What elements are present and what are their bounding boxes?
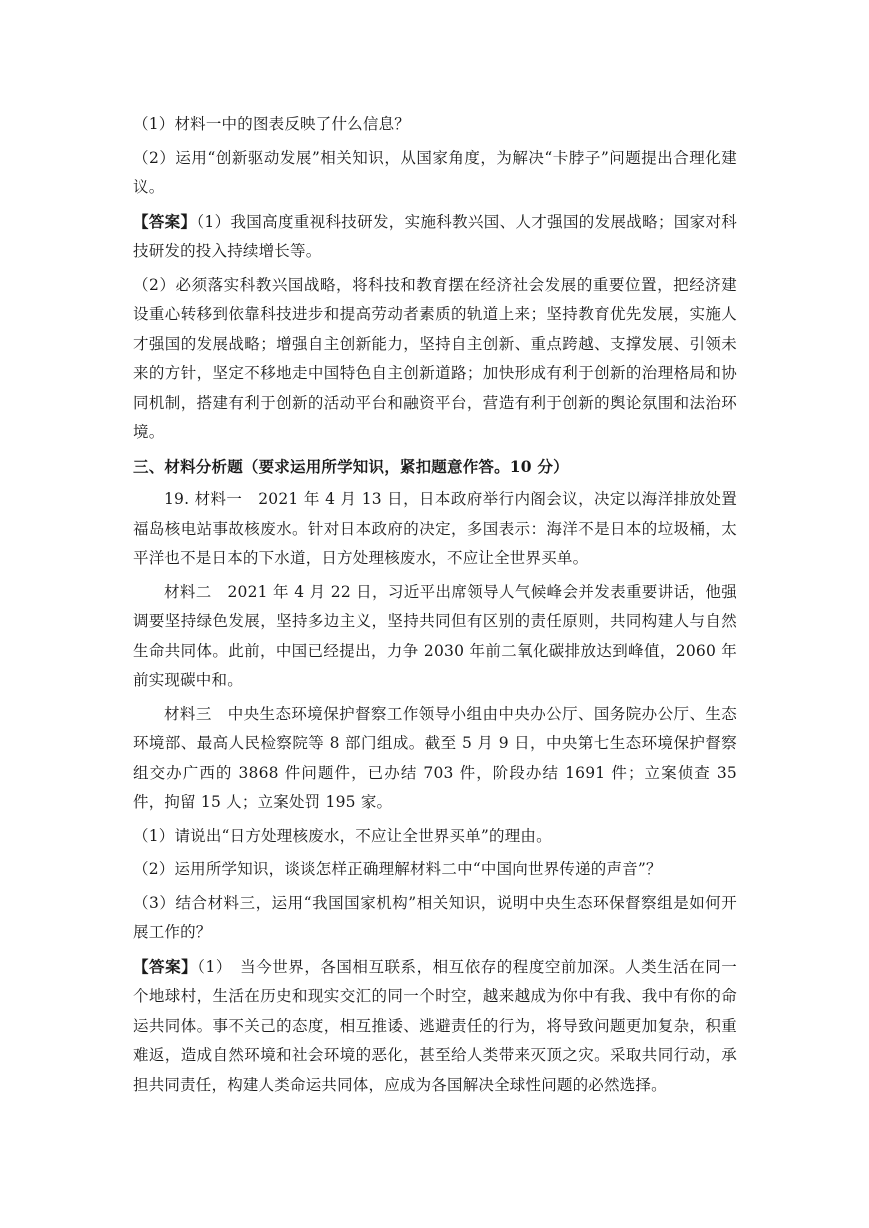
answer-1-part-2: （2）必须落实科教兴国战略，将科技和教育摆在经济社会发展的重要位置，把经济建设重心转移到依靠科技进步和提高劳动者素质的轨道上来；坚持教育优先发展，实施人才强国的发展战略；增强自主创新能力，坚持自主创新、重点跨越、支撑发展、引领未来的方针，坚定不移地走中国特色自主创新道路；加快形成有利于创新的治理格局和协同机制，搭建有利于创新的活动平台和融资平台，营造有利于创新的舆论氛围和法治环境。 bbox=[133, 275, 737, 441]
question-19-2: （2）运用所学知识，谈谈怎样正确理解材料二中“中国向世界传递的声音”？ bbox=[133, 860, 662, 878]
answer-label: 【答案】 bbox=[133, 956, 198, 976]
material-3: 材料三 中央生态环境保护督察工作领导小组由中央办公厅、国务院办公厅、生态环境部、最高人民检察院等 8 部门组成。截至 5 月 9 日，中央第七生态环境保护督察组交办广西的 3868 件问题件，已办结 703 件，阶段办结 1691 件；立案侦查 35 件，拘留 15 人；立案处罚 195 家。 bbox=[133, 704, 737, 811]
answer-19-part-1 bbox=[133, 952, 737, 1101]
answer-19-part-1-text: （1） 当今世界，各国相互联系，相互依存的程度空前加深。人类生活在同一个地球村，生活在历史和现实交汇的同一个时空，越来越成为你中有我、我中有你的命运共同体。事不关己的态度，相互推诿、逃避责任的行为，将导致问题更加复杂，积重难返，造成自然环境和社会环境的恶化，甚至给人类带来灭顶之灾。采取共同行动，承担共同责任，构建人类命运共同体，应成为各国解决全球性问题的必然选择。 bbox=[133, 957, 737, 1094]
question-19-3: （3）结合材料三，运用“我国国家机构”相关知识，说明中央生态环保督察组是如何开展工作的？ bbox=[133, 893, 737, 941]
document-body bbox=[133, 110, 737, 1104]
material-1: 19. 材料一 2021 年 4 月 13 日，日本政府举行内阁会议，决定以海洋排放处置福岛核电站事故核废水。针对日本政府的决定，多国表示：海洋不是日本的垃圾桶，太平洋也不是日本的下水道，日方处理核废水，不应让全世界买单。 bbox=[133, 490, 737, 567]
question-1: （1）材料一中的图表反映了什么信息？ bbox=[133, 115, 410, 133]
answer-1-part-1 bbox=[133, 207, 737, 267]
section-3-title: 三、材料分析题（要求运用所学知识，紧扣题意作答。10 分） bbox=[133, 456, 569, 476]
question-19-1: （1）请说出“日方处理核废水，不应让全世界买单”的理由。 bbox=[133, 826, 552, 845]
answer-1-part-1-text: （1）我国高度重视科技研发，实施科教兴国、人才强国的发展战略；国家对科技研发的投入持续增长等。 bbox=[133, 212, 737, 260]
material-2: 材料二 2021 年 4 月 22 日，习近平出席领导人气候峰会并发表重要讲话，他强调要坚持绿色发展，坚持多边主义，坚持共同但有区别的责任原则，共同构建人与自然生命共同体。此前，中国已经提出，力争 2030 年前二氧化碳排放达到峰值，2060 年前实现碳中和。 bbox=[133, 582, 737, 689]
answer-label: 【答案】 bbox=[133, 211, 197, 231]
question-2: （2）运用“创新驱动发展”相关知识，从国家角度，为解决“卡脖子”问题提出合理化建议。 bbox=[133, 148, 737, 196]
